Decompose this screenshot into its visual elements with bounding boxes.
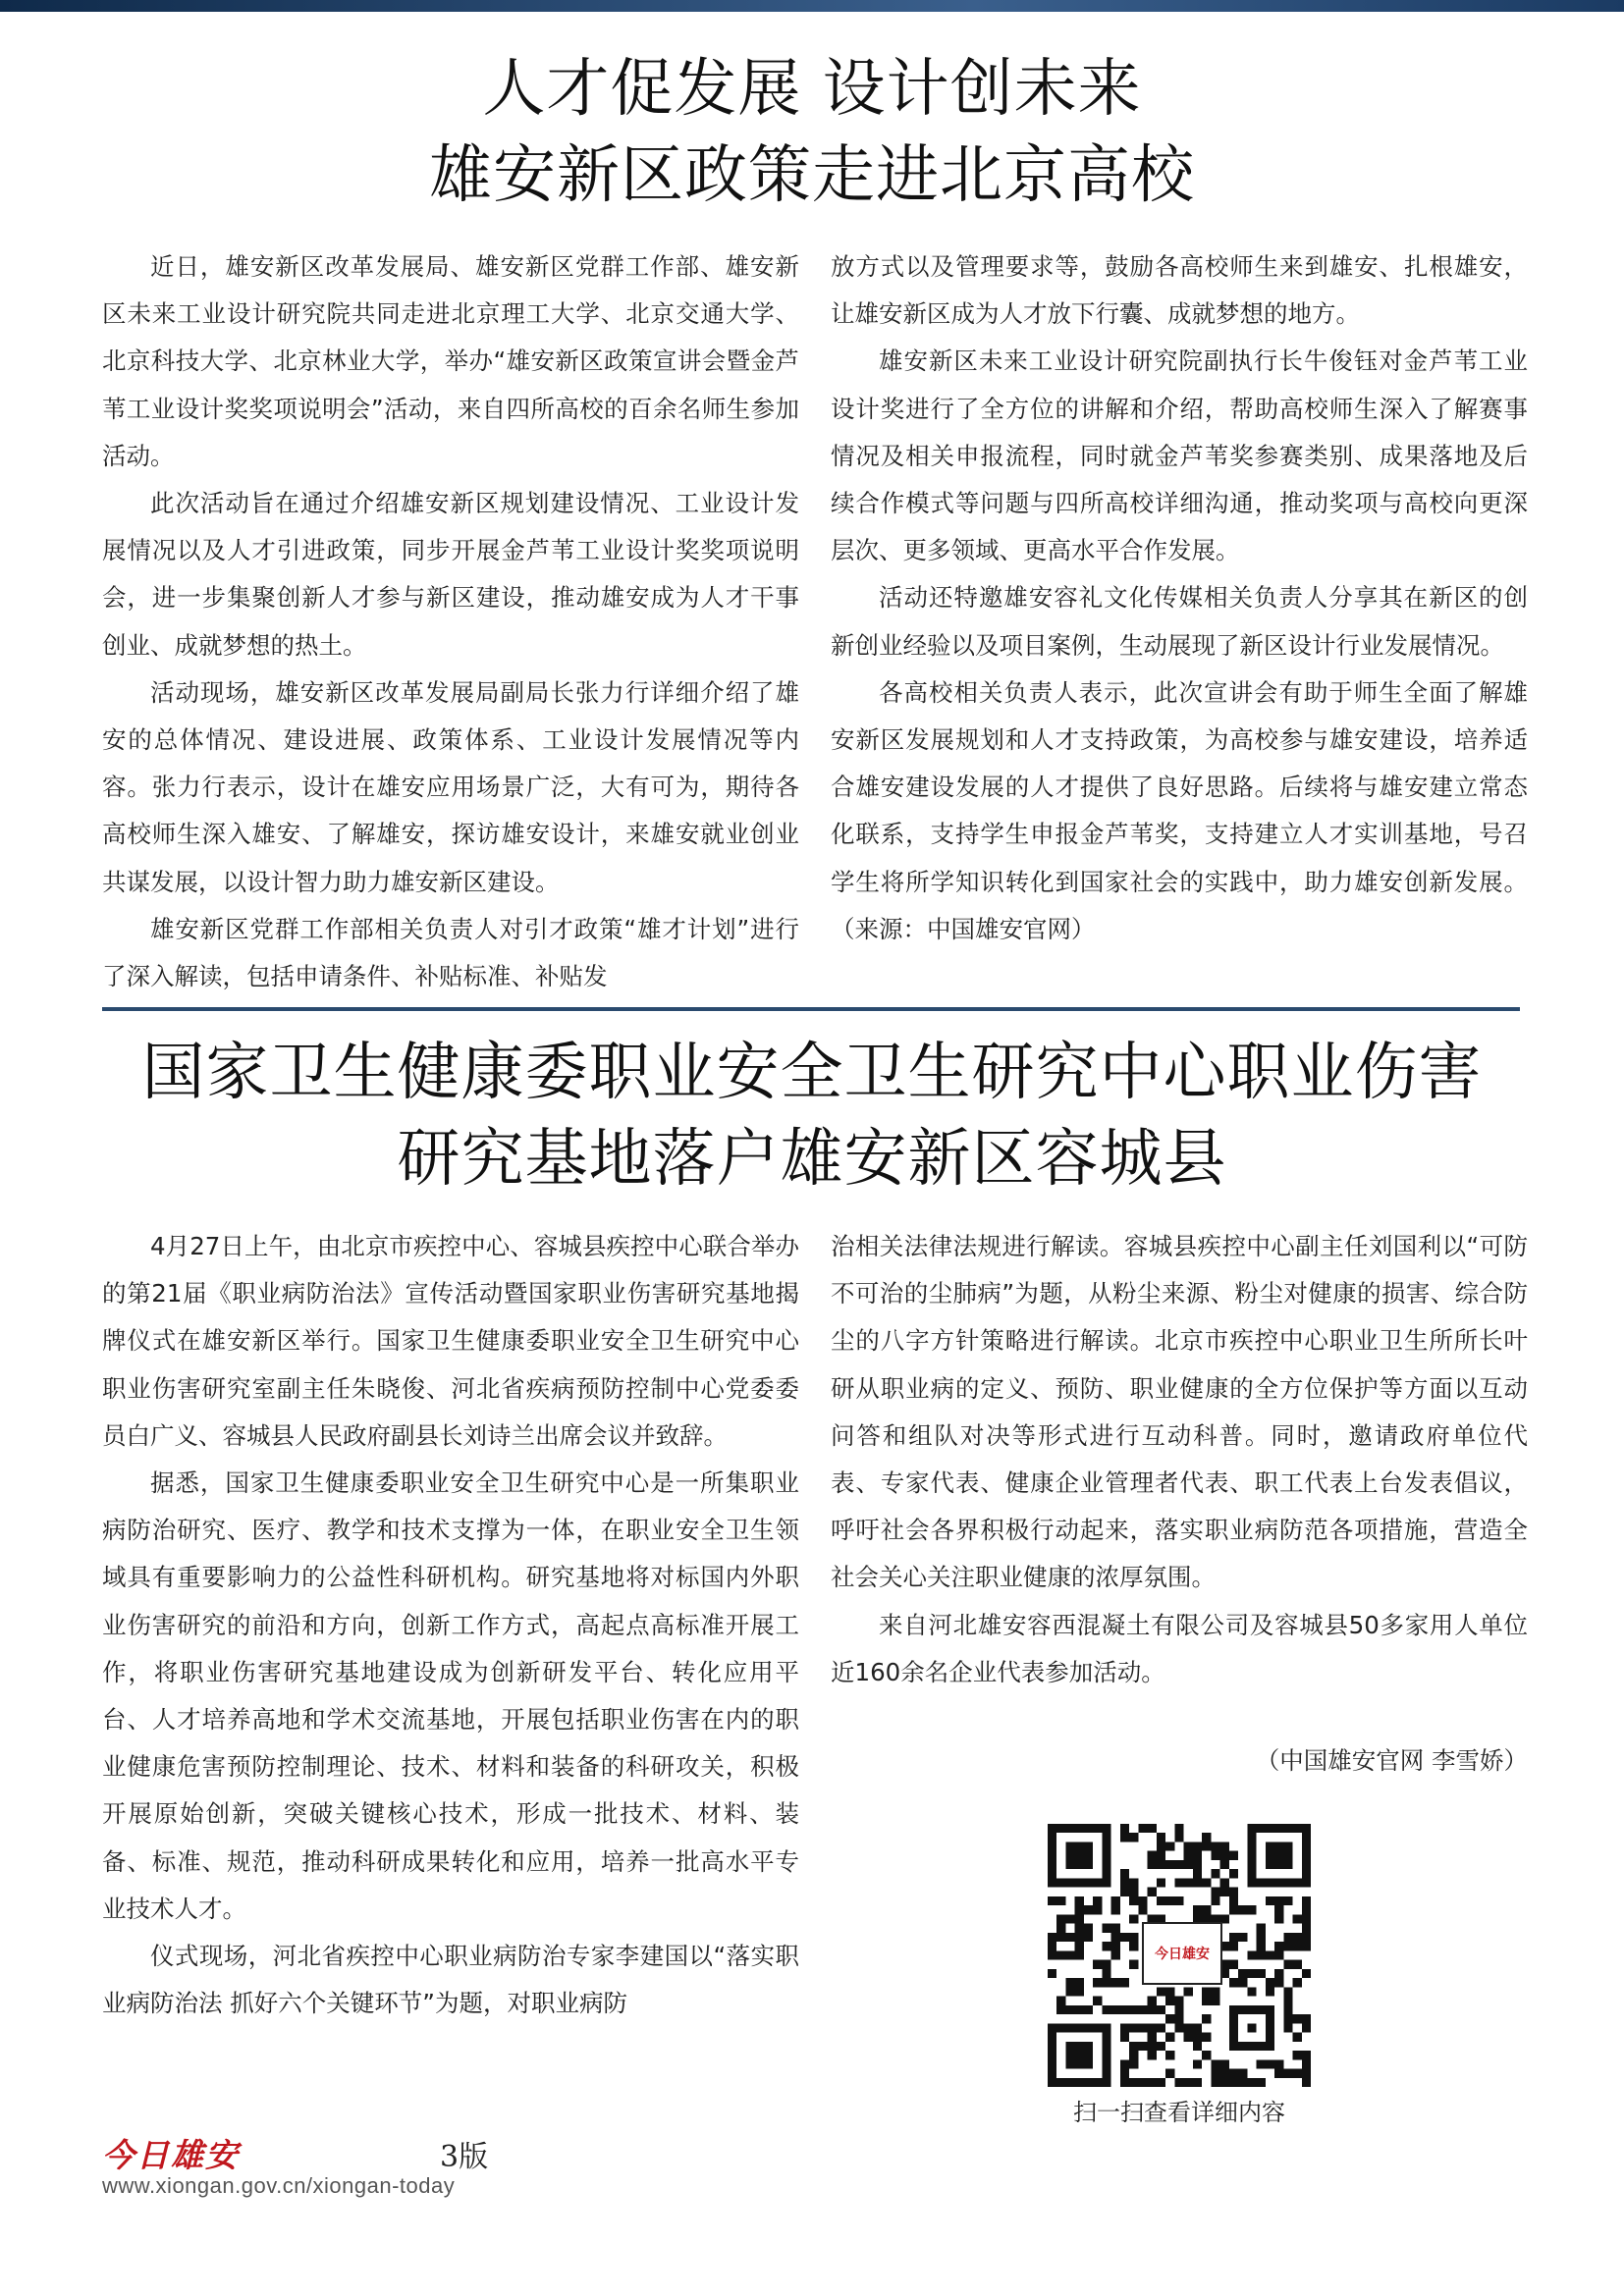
article1-paragraph: 雄安新区党群工作部相关负责人对引才政策“雄才计划”进行了深入解读，包括申请条件、补贴标准、补贴发 [102, 914, 799, 991]
article2-left-column [102, 1223, 799, 2027]
article1-paragraph: 此次活动旨在通过介绍雄安新区规划建设情况、工业设计发展情况以及人才引进政策，同步开展金芦苇工业设计奖奖项说明会，进一步集聚创新人才参与新区建设，推动雄安成为人才干事创业、成就梦想的热土。 [102, 489, 799, 660]
article1-paragraph: 各高校相关负责人表示，此次宣讲会有助于师生全面了解雄安新区发展规划和人才支持政策，为高校参与雄安建设，培养适合雄安建设发展的人才提供了良好思路。后续将与雄安建立常态化联系，支持学生申报金芦苇奖，支持建立人才实训基地，号召学生将所学知识转化到国家社会的实践中，助力雄安创新发展。（来源：中国雄安官网） [831, 677, 1528, 943]
article1-title-line2: 雄安新区政策走进北京高校 [429, 139, 1195, 212]
article1-paragraph: 活动还特邀雄安容礼文化传媒相关负责人分享其在新区的创新创业经验以及项目案例，生动展现了新区设计行业发展情况。 [831, 583, 1528, 660]
article2-title-line1: 国家卫生健康委职业安全卫生研究中心职业伤害 [141, 1037, 1483, 1109]
article1-paragraph: 近日，雄安新区改革发展局、雄安新区党群工作部、雄安新区未来工业设计研究院共同走进北京理工大学、北京交通大学、北京科技大学、北京林业大学，举办“雄安新区政策宣讲会暨金芦苇工业设计奖奖项说明会”活动，来自四所高校的百余名师生参加活动。 [102, 252, 799, 470]
article2-paragraph: 据悉，国家卫生健康委职业安全卫生研究中心是一所集职业病防治研究、医疗、教学和技术支撑为一体，在职业安全卫生领域具有重要影响力的公益性科研机构。研究基地将对标国内外职业伤害研究的前沿和方向，创新工作方式，高起点高标准开展工作，将职业伤害研究基地建设成为创新研发平台、转化应用平台、人才培养高地和学术交流基地，开展包括职业伤害在内的职业健康危害预防控制理论、技术、材料和装备的科研攻关，积极开展原始创新，突破关键核心技术，形成一批技术、材料、装备、标准、规范，推动科研成果转化和应用，培养一批高水平专业技术人才。 [102, 1468, 799, 1923]
article2-right-column [831, 1223, 1528, 1696]
page-number: 3版 [440, 2140, 489, 2174]
section-divider [102, 1007, 1520, 1011]
article2-paragraph: 治相关法律法规进行解读。容城县疾控中心副主任刘国利以“可防不可治的尘肺病”为题，从粉尘来源、粉尘对健康的损害、综合防尘的八字方针策略进行解读。北京市疾控中心职业卫生所所长叶研从职业病的定义、预防、职业健康的全方位保护等方面以互动问答和组队对决等形式进行互动科普。同时，邀请政府单位代表、专家代表、健康企业管理者代表、职工代表上台发表倡议，呼吁社会各界积极行动起来，落实职业病防范各项措施，营造全社会关心关注职业健康的浓厚氛围。 [831, 1232, 1528, 1592]
article2-title-line2: 研究基地落户雄安新区容城县 [397, 1123, 1227, 1196]
article1-paragraph: 放方式以及管理要求等，鼓励各高校师生来到雄安、扎根雄安，让雄安新区成为人才放下行囊、成就梦想的地方。 [831, 252, 1528, 329]
article1-paragraph: 雄安新区未来工业设计研究院副执行长牛俊钰对金芦苇工业设计奖进行了全方位的讲解和介绍，帮助高校师生深入了解赛事情况及相关申报流程，同时就金芦苇奖参赛类别、成果落地及后续合作模式等问题与四所高校详细沟通，推动奖项与高校向更深层次、更多领域、更高水平合作发展。 [831, 347, 1528, 565]
article2-byline: （中国雄安官网 李雪娇） [1255, 1746, 1528, 1775]
article1-title-line1: 人才促发展 设计创未来 [482, 53, 1142, 126]
article1-right-column [831, 243, 1528, 953]
top-bar [0, 0, 1624, 12]
article2-paragraph: 来自河北雄安容西混凝土有限公司及容城县50多家用人单位近160余名企业代表参加活动。 [831, 1610, 1528, 1686]
footer-url[interactable]: www.xiongan.gov.cn/xiongan-today [102, 2173, 456, 2198]
article2-paragraph: 4月27日上午，由北京市疾控中心、容城县疾控中心联合举办的第21届《职业病防治法》宣传活动暨国家职业伤害研究基地揭牌仪式在雄安新区举行。国家卫生健康委职业安全卫生研究中心职业伤害研究室副主任朱晓俊、河北省疾病预防控制中心党委委员白广义、容城县人民政府副县长刘诗兰出席会议并致辞。 [102, 1232, 799, 1450]
article1-paragraph: 活动现场，雄安新区改革发展局副局长张力行详细介绍了雄安的总体情况、建设进展、政策体系、工业设计发展情况等内容。张力行表示，设计在雄安应用场景广泛，大有可为，期待各高校师生深入雄安、了解雄安，探访雄安设计，来雄安就业创业共谋发展，以设计智力助力雄安新区建设。 [102, 677, 799, 896]
article1-left-column [102, 243, 799, 1000]
article2-paragraph: 仪式现场，河北省疾控中心职业病防治专家李建国以“落实职业病防治法 抓好六个关键环节”为题，对职业病防 [102, 1942, 799, 2018]
qr-center-logo: 今日雄安 [1142, 1922, 1222, 1985]
qr-caption: 扫一扫查看详细内容 [1073, 2099, 1285, 2126]
footer-brand-logo: 今日雄安 [102, 2136, 240, 2174]
